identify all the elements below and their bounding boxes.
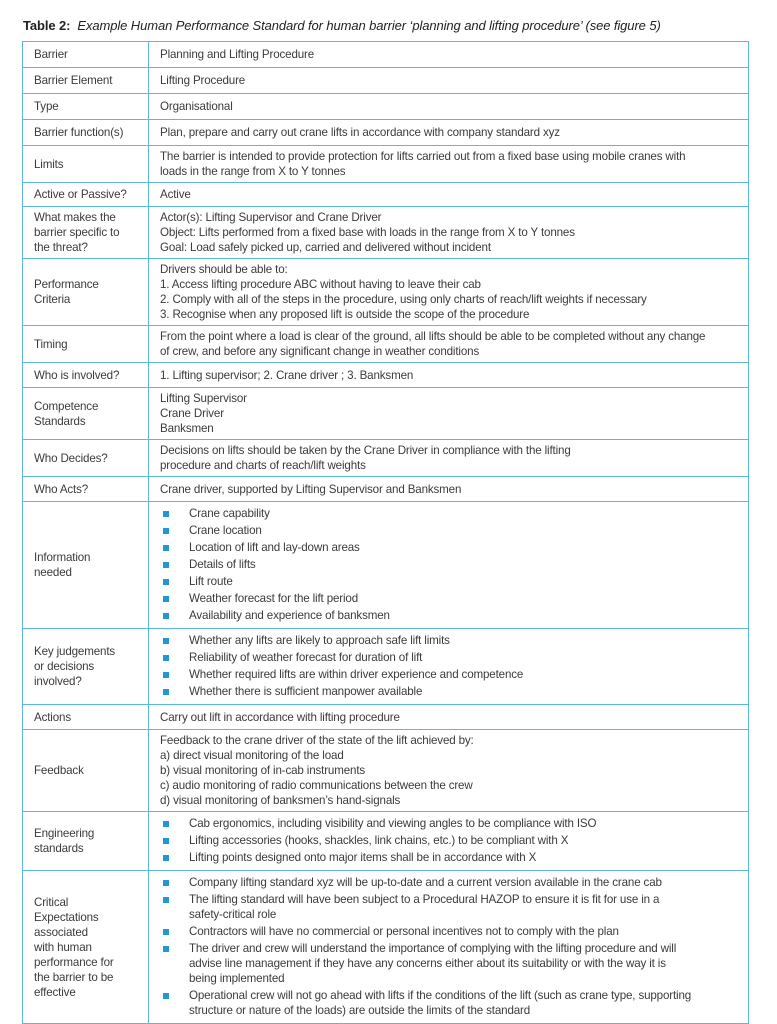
bullet-item [160, 892, 740, 922]
bullet-item [160, 941, 740, 986]
bullet-item [160, 924, 740, 939]
bullet-list [160, 506, 740, 623]
table-row [23, 94, 749, 120]
row-label [23, 68, 149, 94]
square-bullet-icon [163, 545, 169, 551]
bullet-text-line: Availability and experience of banksmen [189, 609, 390, 622]
table-row [23, 259, 749, 326]
row-value [149, 94, 749, 120]
row-label-line: Who Acts? [34, 482, 89, 496]
bullet-item [160, 988, 740, 1018]
bullet-item [160, 523, 740, 538]
bullet-item [160, 574, 740, 589]
row-value [149, 120, 749, 146]
row-label-line: involved? [34, 675, 82, 688]
row-label [23, 629, 149, 705]
bullet-text-line: Contractors will have no commercial or personal incentives not to comply with the plan [189, 925, 619, 938]
bullet-text-line: The lifting standard will have been subject to a Procedural HAZOP to ensure it is fit for use in a [189, 893, 660, 906]
bullet-item [160, 875, 740, 890]
square-bullet-icon [163, 838, 169, 844]
bullet-item [160, 650, 740, 665]
bullet-item [160, 850, 740, 865]
bullet-text-line: Cab ergonomics, including visibility and viewing angles to be compliance with ISO [189, 817, 597, 830]
bullet-text-line: Lifting points designed onto major items shall be in accordance with X [189, 851, 537, 864]
row-label-line: Timing [34, 337, 68, 351]
row-value [149, 812, 749, 871]
row-value-line: Crane driver, supported by Lifting Supervisor and Banksmen [160, 482, 462, 496]
row-value-line: d) visual monitoring of banksmen’s hand-signals [160, 794, 401, 807]
table-row [23, 42, 749, 68]
row-value-line: The barrier is intended to provide protection for lifts carried out from a fixed base using mobile cranes with [160, 150, 686, 163]
row-label-line: Limits [34, 157, 64, 171]
row-label [23, 477, 149, 502]
bullet-item [160, 557, 740, 572]
square-bullet-icon [163, 880, 169, 886]
row-value [149, 502, 749, 629]
bullet-text-line: Crane location [189, 524, 262, 537]
row-label [23, 871, 149, 1024]
row-value-line: Decisions on lifts should be taken by the Crane Driver in compliance with the lifting [160, 444, 571, 457]
square-bullet-icon [163, 897, 169, 903]
row-value-line: Lifting Procedure [160, 74, 246, 87]
row-value-line: Drivers should be able to: [160, 263, 288, 276]
row-label [23, 502, 149, 629]
square-bullet-icon [163, 528, 169, 534]
bullet-item [160, 684, 740, 699]
row-value-line: 1. Lifting supervisor; 2. Crane driver ; 3. Banksmen [160, 368, 414, 382]
square-bullet-icon [163, 655, 169, 661]
row-value-line: Planning and Lifting Procedure [160, 48, 315, 61]
row-value-line: Banksmen [160, 422, 214, 435]
row-label-line: Feedback [34, 764, 84, 777]
table-row [23, 730, 749, 812]
bullet-item [160, 608, 740, 623]
row-value-line: Carry out lift in accordance with lifting procedure [160, 710, 400, 724]
row-value [149, 207, 749, 259]
square-bullet-icon [163, 562, 169, 568]
row-label [23, 183, 149, 207]
square-bullet-icon [163, 993, 169, 999]
row-value-line: Plan, prepare and carry out crane lifts in accordance with company standard xyz [160, 126, 560, 139]
row-label [23, 207, 149, 259]
row-value [149, 629, 749, 705]
row-label-line: effective [34, 985, 76, 999]
bullet-text-line: The driver and crew will understand the importance of complying with the lifting procedure and will [189, 942, 677, 955]
row-value [149, 477, 749, 502]
bullet-text-line: Operational crew will not go ahead with lifts if the conditions of the lift (such as crane type, supporting [189, 989, 692, 1002]
bullet-item [160, 833, 740, 848]
row-label-line: Barrier Element [34, 74, 113, 87]
bullet-text-line: Lift route [189, 575, 233, 588]
row-value-line: Feedback to the crane driver of the state of the lift achieved by: [160, 734, 474, 747]
bullet-text-line: safety-critical role [189, 908, 277, 921]
row-label-line: Engineering [34, 827, 95, 840]
row-value-line: Lifting Supervisor [160, 392, 247, 405]
row-value [149, 183, 749, 207]
row-label-line: or decisions [34, 660, 95, 673]
bullet-item [160, 591, 740, 606]
row-value-line: loads in the range from X to Y tonnes [160, 165, 346, 178]
bullet-list [160, 816, 740, 865]
row-label [23, 730, 149, 812]
row-label-line: Who is involved? [34, 368, 120, 382]
table-row [23, 477, 749, 502]
bullet-item [160, 540, 740, 555]
row-value-line: 3. Recognise when any proposed lift is outside the scope of the procedure [160, 308, 530, 321]
row-label [23, 705, 149, 730]
bullet-text-line: Weather forecast for the lift period [189, 592, 359, 605]
row-label [23, 146, 149, 183]
row-label [23, 440, 149, 477]
square-bullet-icon [163, 638, 169, 644]
row-label-line: the threat? [34, 241, 88, 254]
row-value-line: c) audio monitoring of radio communications between the crew [160, 779, 473, 792]
bullet-text-line: Whether required lifts are within driver experience and competence [189, 668, 524, 681]
row-label-line: Actions [34, 710, 71, 724]
square-bullet-icon [163, 596, 169, 602]
table-row [23, 388, 749, 440]
row-label-line: Information [34, 551, 91, 564]
row-value [149, 871, 749, 1024]
row-label-line: barrier specific to [34, 226, 120, 239]
square-bullet-icon [163, 511, 169, 517]
table-row [23, 120, 749, 146]
row-label-line: Key judgements [34, 645, 116, 658]
bullet-text-line: Location of lift and lay-down areas [189, 541, 360, 554]
row-value [149, 388, 749, 440]
table-caption [23, 18, 661, 33]
row-value [149, 730, 749, 812]
square-bullet-icon [163, 929, 169, 935]
bullet-item [160, 506, 740, 521]
row-value [149, 705, 749, 730]
row-label [23, 120, 149, 146]
row-label-line: needed [34, 566, 72, 579]
row-value [149, 259, 749, 326]
row-value-line: procedure and charts of reach/lift weights [160, 459, 366, 472]
square-bullet-icon [163, 946, 169, 952]
bullet-text-line: Company lifting standard xyz will be up-to-date and a current version available in the crane cab [189, 876, 662, 889]
row-label-line: associated [34, 925, 88, 939]
table-row [23, 183, 749, 207]
row-label-line: Barrier function(s) [34, 126, 124, 139]
bullet-item [160, 633, 740, 648]
row-label-line: Criteria [34, 293, 71, 306]
table-row [23, 812, 749, 871]
row-label-line: What makes the [34, 211, 116, 224]
table-row [23, 68, 749, 94]
table-row [23, 871, 749, 1024]
table-row [23, 326, 749, 363]
bullet-text-line: Reliability of weather forecast for duration of lift [189, 651, 423, 664]
bullet-text-line: Lifting accessories (hooks, shackles, link chains, etc.) to be compliant with X [189, 834, 569, 847]
row-value-line: Goal: Load safely picked up, carried and delivered without incident [160, 241, 491, 254]
row-label-line: Who Decides? [34, 451, 108, 465]
row-label [23, 259, 149, 326]
square-bullet-icon [163, 689, 169, 695]
row-value-line: 1. Access lifting procedure ABC without having to leave their cab [160, 278, 481, 291]
bullet-text-line: advise line management if they have any concerns either about its suitability or with the way it is [189, 957, 666, 970]
row-label [23, 388, 149, 440]
row-value-line: a) direct visual monitoring of the load [160, 749, 344, 762]
bullet-text-line: Whether there is sufficient manpower available [189, 685, 423, 698]
row-label-line: Barrier [34, 48, 68, 61]
row-value [149, 326, 749, 363]
row-label-line: Type [34, 100, 59, 113]
table-caption-text: Example Human Performance Standard for human barrier ‘planning and lifting procedure’ (see figure 5) [77, 18, 661, 33]
row-label-line: the barrier to be [34, 970, 114, 984]
square-bullet-icon [163, 855, 169, 861]
square-bullet-icon [163, 672, 169, 678]
table-row [23, 502, 749, 629]
table-row [23, 207, 749, 259]
bullet-item [160, 667, 740, 682]
row-label-line: with human [34, 940, 92, 954]
row-value [149, 440, 749, 477]
row-value-line: of crew, and before any significant change in weather conditions [160, 345, 480, 358]
bullet-list [160, 875, 740, 1018]
row-label [23, 326, 149, 363]
row-value [149, 146, 749, 183]
row-value-line: Active [160, 188, 191, 201]
row-value-line: Crane Driver [160, 407, 224, 420]
row-label-line: performance for [34, 955, 114, 969]
table-row [23, 629, 749, 705]
row-value-line: 2. Comply with all of the steps in the procedure, using only charts of reach/lift weights if necessary [160, 293, 647, 306]
row-value-line: From the point where a load is clear of the ground, all lifts should be able to be completed without any change [160, 330, 706, 343]
row-label-line: Performance [34, 278, 99, 291]
row-label-line: Standards [34, 414, 86, 428]
bullet-list [160, 633, 740, 699]
row-label-line: standards [34, 842, 84, 855]
square-bullet-icon [163, 613, 169, 619]
row-value [149, 42, 749, 68]
row-label-line: Competence [34, 399, 99, 413]
row-value [149, 68, 749, 94]
table-number: Table 2: [23, 18, 71, 33]
table-row [23, 705, 749, 730]
square-bullet-icon [163, 579, 169, 585]
row-label-line: Expectations [34, 910, 99, 924]
row-value-line: b) visual monitoring of in-cab instruments [160, 764, 366, 777]
bullet-text-line: Whether any lifts are likely to approach safe lift limits [189, 634, 450, 647]
row-label-line: Critical [34, 895, 69, 909]
bullet-text-line: Crane capability [189, 507, 270, 520]
row-label [23, 94, 149, 120]
row-value-line: Object: Lifts performed from a fixed base with loads in the range from X to Y tonnes [160, 226, 575, 239]
row-label [23, 363, 149, 388]
bullet-text-line: Details of lifts [189, 558, 256, 571]
table-row [23, 146, 749, 183]
row-label-line: Active or Passive? [34, 188, 127, 201]
table-row [23, 440, 749, 477]
table-row [23, 363, 749, 388]
square-bullet-icon [163, 821, 169, 827]
row-label [23, 42, 149, 68]
row-value [149, 363, 749, 388]
row-label [23, 812, 149, 871]
bullet-item [160, 816, 740, 831]
row-value-line: Organisational [160, 100, 233, 113]
bullet-text-line: being implemented [189, 972, 285, 985]
human-performance-standard-table [22, 41, 749, 1024]
row-value-line: Actor(s): Lifting Supervisor and Crane Driver [160, 211, 382, 224]
bullet-text-line: structure or nature of the loads) are outside the limits of the standard [189, 1004, 531, 1017]
